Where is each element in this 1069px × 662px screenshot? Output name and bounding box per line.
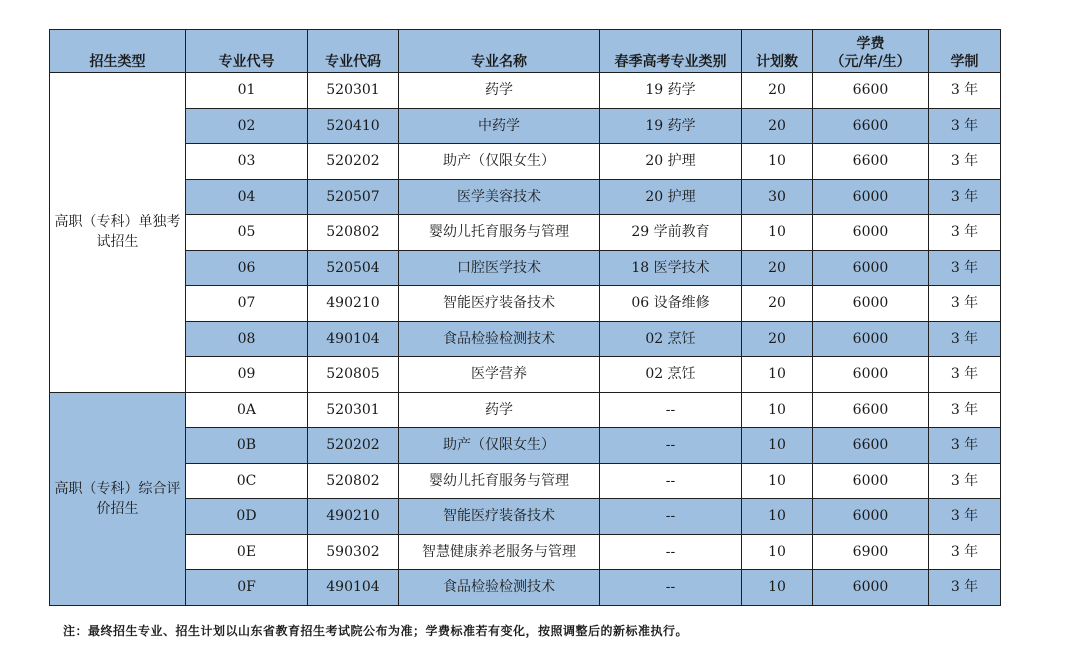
spring-category-cell: -- — [600, 463, 742, 499]
duration-cell: 3 年 — [929, 321, 1001, 357]
header-tuition — [813, 30, 929, 73]
plan-count-cell: 30 — [742, 179, 813, 215]
table-row — [50, 144, 1001, 180]
spring-category-cell: 20 护理 — [600, 144, 742, 180]
table-header-row — [50, 30, 1001, 73]
plan-count-cell: 20 — [742, 73, 813, 109]
tuition-cell: 6900 — [813, 534, 929, 570]
major-code-cell: 520410 — [308, 108, 399, 144]
major-seq-cell: 07 — [186, 286, 308, 322]
major-code-cell: 490210 — [308, 286, 399, 322]
major-name-cell: 食品检验检测技术 — [399, 570, 600, 606]
plan-count-cell: 10 — [742, 428, 813, 464]
major-name-cell: 口腔医学技术 — [399, 250, 600, 286]
major-seq-cell: 04 — [186, 179, 308, 215]
duration-cell: 3 年 — [929, 357, 1001, 393]
table-row — [50, 108, 1001, 144]
duration-cell: 3 年 — [929, 108, 1001, 144]
table-body — [50, 73, 1001, 606]
tuition-cell: 6000 — [813, 250, 929, 286]
enrollment-plan-table — [49, 29, 1001, 606]
major-seq-cell: 03 — [186, 144, 308, 180]
spring-category-cell: 02 烹饪 — [600, 321, 742, 357]
tuition-cell: 6000 — [813, 463, 929, 499]
spring-category-cell: 20 护理 — [600, 179, 742, 215]
major-code-cell: 520504 — [308, 250, 399, 286]
plan-count-cell: 10 — [742, 357, 813, 393]
tuition-cell: 6000 — [813, 179, 929, 215]
spring-category-cell: 06 设备维修 — [600, 286, 742, 322]
major-name-cell: 医学营养 — [399, 357, 600, 393]
spring-category-cell: -- — [600, 534, 742, 570]
header-plan-count: 计划数 — [742, 30, 813, 73]
tuition-cell: 6600 — [813, 392, 929, 428]
major-name-cell: 婴幼儿托育服务与管理 — [399, 215, 600, 251]
tuition-cell: 6600 — [813, 428, 929, 464]
duration-cell: 3 年 — [929, 215, 1001, 251]
duration-cell: 3 年 — [929, 463, 1001, 499]
footnote: 注：最终招生专业、招生计划以山东省教育招生考试院公布为准；学费标准若有变化，按照调整后的新标准执行。 — [63, 624, 689, 638]
duration-cell: 3 年 — [929, 428, 1001, 464]
spring-category-cell: 19 药学 — [600, 108, 742, 144]
major-seq-cell: 0A — [186, 392, 308, 428]
spring-category-cell: -- — [600, 392, 742, 428]
major-code-cell: 520805 — [308, 357, 399, 393]
spring-category-cell: 19 药学 — [600, 73, 742, 109]
table-row — [50, 286, 1001, 322]
major-name-cell: 食品检验检测技术 — [399, 321, 600, 357]
spring-category-cell: -- — [600, 570, 742, 606]
major-code-cell: 490104 — [308, 570, 399, 606]
tuition-cell: 6000 — [813, 499, 929, 535]
duration-cell: 3 年 — [929, 250, 1001, 286]
header-tuition-line1: 学费 — [856, 36, 885, 52]
header-tuition-line2: （元/年/生） — [830, 54, 911, 70]
major-seq-cell: 0C — [186, 463, 308, 499]
major-code-cell: 520301 — [308, 392, 399, 428]
major-name-cell: 药学 — [399, 73, 600, 109]
header-major-seq: 专业代号 — [186, 30, 308, 73]
duration-cell: 3 年 — [929, 499, 1001, 535]
table-row — [50, 392, 1001, 428]
major-code-cell: 520802 — [308, 463, 399, 499]
plan-count-cell: 10 — [742, 499, 813, 535]
major-seq-cell: 01 — [186, 73, 308, 109]
plan-count-cell: 10 — [742, 463, 813, 499]
tuition-cell: 6000 — [813, 357, 929, 393]
plan-count-cell: 10 — [742, 392, 813, 428]
major-name-cell: 智能医疗装备技术 — [399, 499, 600, 535]
plan-count-cell: 10 — [742, 144, 813, 180]
spring-category-cell: 29 学前教育 — [600, 215, 742, 251]
major-name-cell: 智能医疗装备技术 — [399, 286, 600, 322]
header-spring-category: 春季高考专业类别 — [600, 30, 742, 73]
major-code-cell: 490104 — [308, 321, 399, 357]
tuition-cell: 6000 — [813, 215, 929, 251]
header-duration: 学制 — [929, 30, 1001, 73]
major-code-cell: 520202 — [308, 428, 399, 464]
major-seq-cell: 09 — [186, 357, 308, 393]
spring-category-cell: 02 烹饪 — [600, 357, 742, 393]
major-code-cell: 520507 — [308, 179, 399, 215]
major-code-cell: 590302 — [308, 534, 399, 570]
major-seq-cell: 0D — [186, 499, 308, 535]
major-seq-cell: 0B — [186, 428, 308, 464]
plan-count-cell: 20 — [742, 250, 813, 286]
table-row — [50, 215, 1001, 251]
table-row — [50, 534, 1001, 570]
spring-category-cell: 18 医学技术 — [600, 250, 742, 286]
duration-cell: 3 年 — [929, 392, 1001, 428]
plan-count-cell: 10 — [742, 534, 813, 570]
plan-count-cell: 10 — [742, 215, 813, 251]
tuition-cell: 6600 — [813, 73, 929, 109]
spring-category-cell: -- — [600, 499, 742, 535]
spring-category-cell: -- — [600, 428, 742, 464]
major-name-cell: 中药学 — [399, 108, 600, 144]
duration-cell: 3 年 — [929, 179, 1001, 215]
major-seq-cell: 06 — [186, 250, 308, 286]
major-seq-cell: 08 — [186, 321, 308, 357]
tuition-cell: 6600 — [813, 108, 929, 144]
major-name-cell: 婴幼儿托育服务与管理 — [399, 463, 600, 499]
tuition-cell: 6000 — [813, 321, 929, 357]
table-row — [50, 428, 1001, 464]
table-row — [50, 250, 1001, 286]
major-code-cell: 520301 — [308, 73, 399, 109]
duration-cell: 3 年 — [929, 286, 1001, 322]
duration-cell: 3 年 — [929, 144, 1001, 180]
header-major-code: 专业代码 — [308, 30, 399, 73]
plan-count-cell: 20 — [742, 108, 813, 144]
major-code-cell: 520802 — [308, 215, 399, 251]
major-seq-cell: 05 — [186, 215, 308, 251]
major-name-cell: 药学 — [399, 392, 600, 428]
table-row — [50, 179, 1001, 215]
duration-cell: 3 年 — [929, 534, 1001, 570]
table-row — [50, 321, 1001, 357]
table-row — [50, 463, 1001, 499]
header-major-name: 专业名称 — [399, 30, 600, 73]
table-row — [50, 499, 1001, 535]
plan-count-cell: 10 — [742, 570, 813, 606]
enrollment-type-cell: 高职（专科）综合评价招生 — [50, 392, 186, 605]
major-name-cell: 助产（仅限女生） — [399, 428, 600, 464]
tuition-cell: 6000 — [813, 570, 929, 606]
major-name-cell: 智慧健康养老服务与管理 — [399, 534, 600, 570]
duration-cell: 3 年 — [929, 73, 1001, 109]
major-seq-cell: 0F — [186, 570, 308, 606]
tuition-cell: 6000 — [813, 286, 929, 322]
plan-count-cell: 20 — [742, 321, 813, 357]
major-code-cell: 520202 — [308, 144, 399, 180]
table-row — [50, 570, 1001, 606]
plan-count-cell: 20 — [742, 286, 813, 322]
duration-cell: 3 年 — [929, 570, 1001, 606]
header-enrollment-type: 招生类型 — [50, 30, 186, 73]
enrollment-type-cell: 高职（专科）单独考试招生 — [50, 73, 186, 393]
major-seq-cell: 0E — [186, 534, 308, 570]
major-code-cell: 490210 — [308, 499, 399, 535]
tuition-cell: 6600 — [813, 144, 929, 180]
major-name-cell: 医学美容技术 — [399, 179, 600, 215]
major-name-cell: 助产（仅限女生） — [399, 144, 600, 180]
table-row — [50, 357, 1001, 393]
major-seq-cell: 02 — [186, 108, 308, 144]
table-row — [50, 73, 1001, 109]
